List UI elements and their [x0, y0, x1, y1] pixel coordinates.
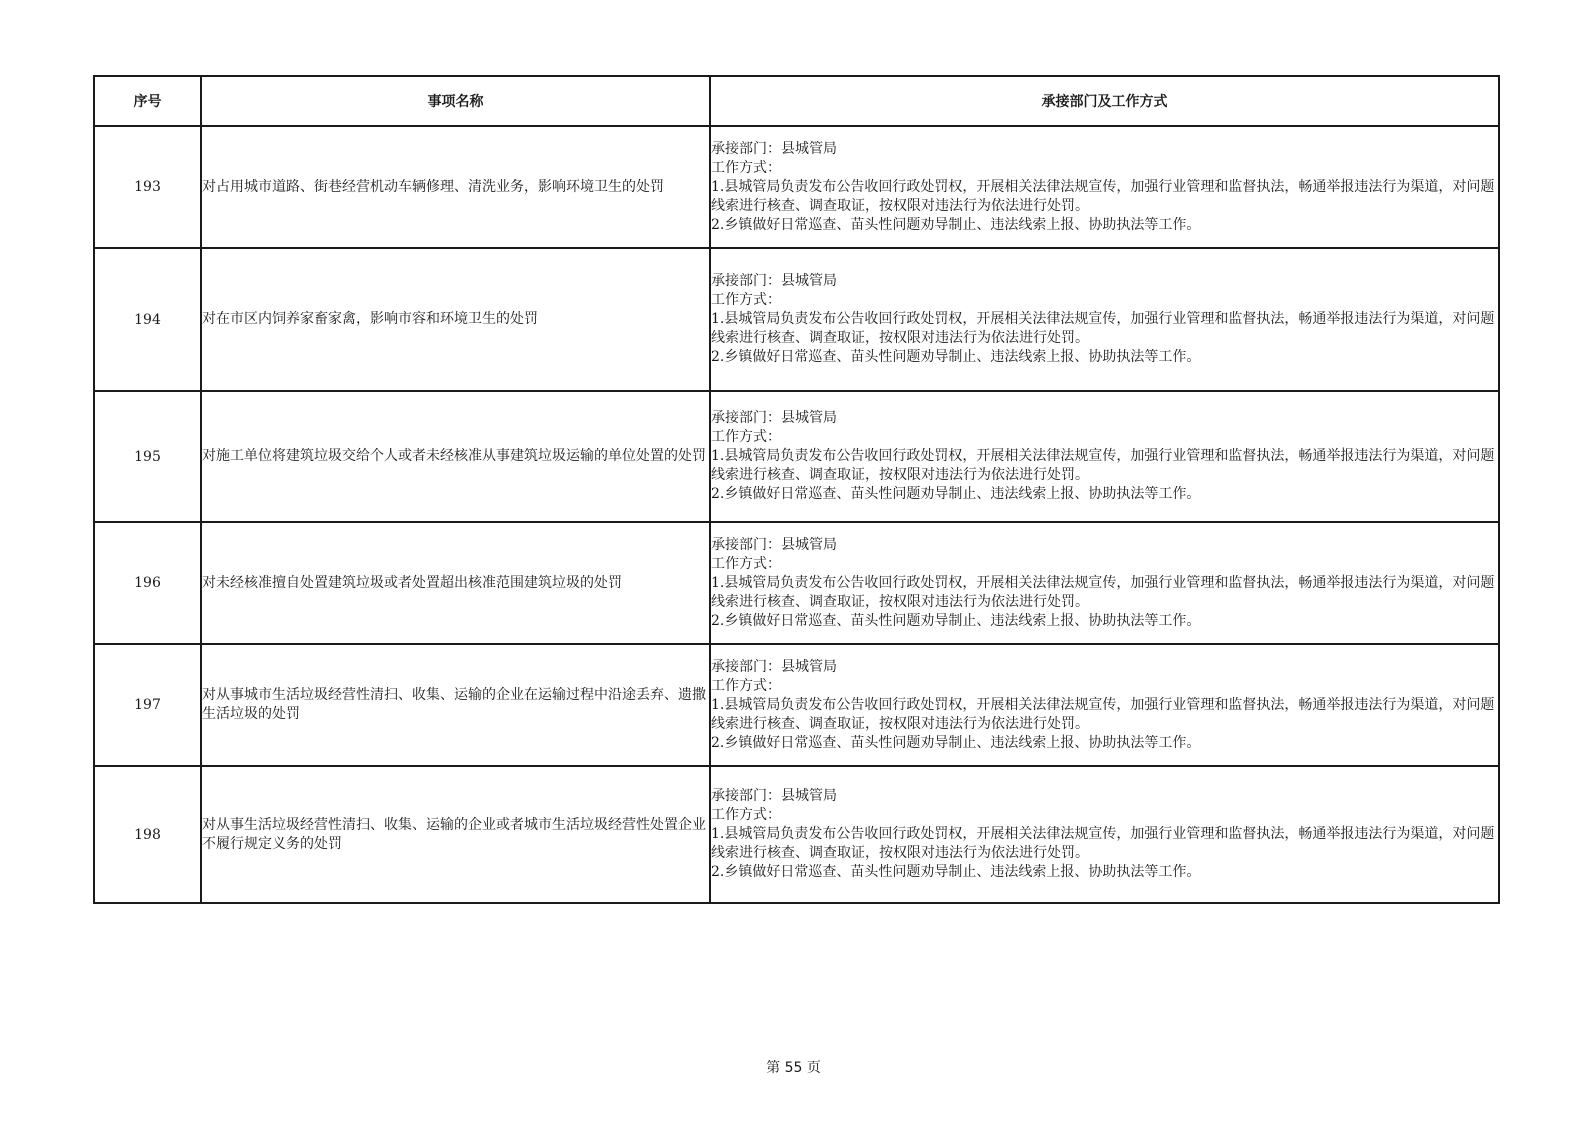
row-seq: 198: [94, 766, 201, 903]
method-label: 工作方式：: [711, 677, 781, 694]
method-label: 工作方式：: [711, 429, 781, 445]
row-dept-method: [710, 248, 1499, 391]
method-step-1: 1.县城管局负责发布公告收回行政处罚权，开展相关法律法规宣传，加强行业管理和监督执法，畅通举报违法行为渠道，对问题线索进行核查、调查取证，按权限对违法行为依法进行处罚。: [711, 178, 1495, 214]
row-dept-method: [710, 522, 1499, 644]
row-item-name: 对在市区内饲养家畜家禽，影响市容和环境卫生的处罚: [201, 248, 710, 391]
items-table: [93, 75, 1500, 904]
method-step-1: 1.县城管局负责发布公告收回行政处罚权，开展相关法律法规宣传，加强行业管理和监督执法，畅通举报违法行为渠道，对问题线索进行核查、调查取证，按权限对违法行为依法进行处罚。: [711, 311, 1495, 346]
row-dept-method: [710, 644, 1499, 766]
row-item-name: 对未经核准擅自处置建筑垃圾或者处置超出核准范围建筑垃圾的处罚: [201, 522, 710, 644]
row-dept-method: [710, 391, 1499, 522]
dept-line: 承接部门：县城管局: [711, 658, 837, 675]
row-seq: 195: [94, 391, 201, 522]
method-step-1: 1.县城管局负责发布公告收回行政处罚权，开展相关法律法规宣传，加强行业管理和监督执法，畅通举报违法行为渠道，对问题线索进行核查、调查取证，按权限对违法行为依法进行处罚。: [711, 574, 1495, 610]
row-dept-method: [710, 766, 1499, 903]
method-step-2: 2.乡镇做好日常巡查、苗头性问题劝导制止、违法线索上报、协助执法等工作。: [711, 486, 1201, 502]
method-step-2: 2.乡镇做好日常巡查、苗头性问题劝导制止、违法线索上报、协助执法等工作。: [711, 349, 1201, 365]
table-row: [94, 522, 1499, 644]
dept-line: 承接部门：县城管局: [711, 536, 837, 553]
row-seq: 197: [94, 644, 201, 766]
header-item-name: 事项名称: [201, 76, 710, 126]
page-number: 第 55 页: [766, 1060, 821, 1076]
dept-line: 承接部门：县城管局: [711, 410, 837, 426]
row-item-name: 对施工单位将建筑垃圾交给个人或者未经核准从事建筑垃圾运输的单位处置的处罚: [201, 391, 710, 522]
method-step-1: 1.县城管局负责发布公告收回行政处罚权，开展相关法律法规宣传，加强行业管理和监督执法，畅通举报违法行为渠道，对问题线索进行核查、调查取证，按权限对违法行为依法进行处罚。: [711, 826, 1495, 861]
row-seq: 194: [94, 248, 201, 391]
table-row: [94, 126, 1499, 248]
method-step-2: 2.乡镇做好日常巡查、苗头性问题劝导制止、违法线索上报、协助执法等工作。: [711, 864, 1201, 880]
method-label: 工作方式：: [711, 555, 781, 572]
dept-line: 承接部门：县城管局: [711, 140, 837, 157]
row-seq: 196: [94, 522, 201, 644]
row-item-name: 对占用城市道路、街巷经营机动车辆修理、清洗业务，影响环境卫生的处罚: [201, 126, 710, 248]
table-row: [94, 766, 1499, 903]
method-step-2: 2.乡镇做好日常巡查、苗头性问题劝导制止、违法线索上报、协助执法等工作。: [711, 612, 1201, 629]
method-step-2: 2.乡镇做好日常巡查、苗头性问题劝导制止、违法线索上报、协助执法等工作。: [711, 734, 1201, 751]
dept-line: 承接部门：县城管局: [711, 273, 837, 289]
row-item-name: 对从事城市生活垃圾经营性清扫、收集、运输的企业在运输过程中沿途丢弃、遗撒生活垃圾的处罚: [201, 644, 710, 766]
dept-line: 承接部门：县城管局: [711, 788, 837, 804]
method-step-2: 2.乡镇做好日常巡查、苗头性问题劝导制止、违法线索上报、协助执法等工作。: [711, 216, 1201, 233]
table-row: [94, 644, 1499, 766]
method-label: 工作方式：: [711, 807, 781, 823]
method-label: 工作方式：: [711, 292, 781, 308]
row-item-name: 对从事生活垃圾经营性清扫、收集、运输的企业或者城市生活垃圾经营性处置企业不履行规定义务的处罚: [201, 766, 710, 903]
table-header-row: [94, 76, 1499, 126]
table-row: [94, 248, 1499, 391]
header-seq: 序号: [94, 76, 201, 126]
row-dept-method: [710, 126, 1499, 248]
method-label: 工作方式：: [711, 159, 781, 176]
method-step-1: 1.县城管局负责发布公告收回行政处罚权，开展相关法律法规宣传，加强行业管理和监督执法，畅通举报违法行为渠道，对问题线索进行核查、调查取证，按权限对违法行为依法进行处罚。: [711, 696, 1495, 732]
table-row: [94, 391, 1499, 522]
header-dept-method: 承接部门及工作方式: [710, 76, 1499, 126]
method-step-1: 1.县城管局负责发布公告收回行政处罚权，开展相关法律法规宣传，加强行业管理和监督执法，畅通举报违法行为渠道，对问题线索进行核查、调查取证，按权限对违法行为依法进行处罚。: [711, 448, 1495, 483]
row-seq: 193: [94, 126, 201, 248]
